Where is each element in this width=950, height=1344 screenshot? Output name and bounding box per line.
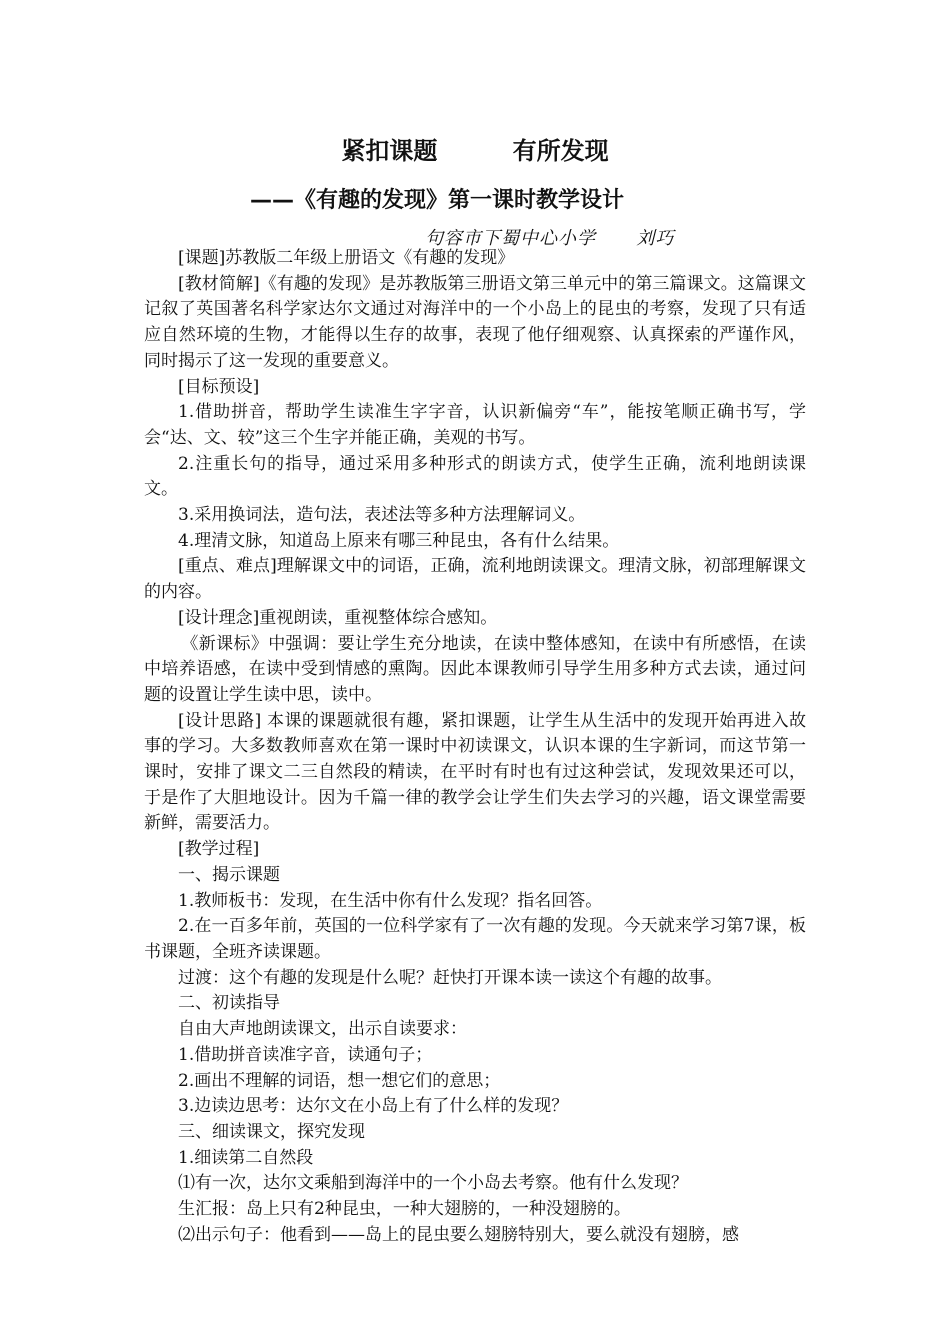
paragraph-curriculum: 《新课标》中强调：要让学生充分地读，在读中整体感知，在读中有所感悟，在读中培养语感，在读中受到情感的熏陶。因此本课教师引导学生用多种方式去读，通过问题的设置让学生读中思，读中。 <box>144 633 806 705</box>
paragraph-design-concept: [设计理念]重视朗读，重视整体综合感知。 <box>178 607 498 628</box>
paragraph-goals-heading: [目标预设] <box>178 376 260 397</box>
paragraph-reading-requirements: 自由大声地朗读课文，出示自读要求： <box>178 1019 467 1040</box>
author-line: 句容市下蜀中心小学 刘巧 <box>425 228 675 249</box>
paragraph-sub-2: ⑵出示句子：他看到——岛上的昆虫要么翅膀特别大，要么就没有翅膀，感 <box>178 1224 739 1245</box>
document-subtitle: ——《有趣的发现》第一课时教学设计 <box>250 188 625 213</box>
paragraph-goal-1: 1.借助拼音，帮助学生读准生字字音，认识新偏旁“车”，能按笔顺正确书写，学会“达、文、较”这三个生字并能正确，美观的书写。 <box>144 402 806 448</box>
paragraph-section-2: 二、初读指导 <box>178 993 280 1014</box>
paragraph-material-intro: [教材简解]《有趣的发现》是苏教版第三册语文第三单元中的第三篇课文。这篇课文记叙了英国著名科学家达尔文通过对海洋中的一个小岛上的昆虫的考察，发现了只有适应自然环境的生物，才能得以生存的故事，表现了他仔细观察、认真探索的严谨作风，同时揭示了这一发现的重要意义。 <box>144 273 806 371</box>
paragraph-student-report: 生汇报：岛上只有2种昆虫，一种大翅膀的，一种没翅膀的。 <box>178 1199 631 1220</box>
paragraph-section-3: 三、细读课文，探究发现 <box>178 1121 365 1142</box>
paragraph-goal-4: 4.理清文脉，知道岛上原来有哪三种昆虫，各有什么结果。 <box>178 530 620 551</box>
paragraph-section-1: 一、揭示课题 <box>178 864 280 885</box>
paragraph-key-points: [重点、难点]理解课文中的词语，正确，流利地朗读课文。理清文脉，初部理解课文的内容。 <box>144 556 806 603</box>
paragraph-topic: [课题]苏教版二年级上册语文《有趣的发现》 <box>178 248 515 268</box>
paragraph-req-2: 2.画出不理解的词语，想一想它们的意思； <box>178 1070 501 1091</box>
paragraph-step-3-1: 1.细读第二自然段 <box>178 1147 314 1168</box>
paragraph-transition: 过渡：这个有趣的发现是什么呢？赶快打开课本读一读这个有趣的故事。 <box>178 967 722 988</box>
document-title: 紧扣课题 有所发现 <box>341 137 609 165</box>
paragraph-process-heading: [教学过程] <box>178 839 260 860</box>
paragraph-sub-1: ⑴有一次，达尔文乘船到海洋中的一个小岛去考察。他有什么发现？ <box>178 1173 688 1194</box>
paragraph-goal-2: 2.注重长句的指导，通过采用多种形式的朗读方式，使学生正确，流利地朗读课文。 <box>144 453 806 500</box>
document-body <box>144 246 806 1248</box>
paragraph-step-1-2: 2.在一百多年前，英国的一位科学家有了一次有趣的发现。今天就来学习第7课，板书课题，全班齐读课题。 <box>144 916 806 962</box>
paragraph-step-1-1: 1.教师板书：发现，在生活中你有什么发现？指名回答。 <box>178 890 603 911</box>
paragraph-goal-3: 3.采用换词法，造句法，表述法等多种方法理解词义。 <box>178 505 586 526</box>
paragraph-req-3: 3.边读边思考：达尔文在小岛上有了什么样的发现？ <box>178 1096 569 1117</box>
paragraph-design-idea: [设计思路] 本课的课题就很有趣，紧扣课题，让学生从生活中的发现开始再进入故事的学习。大多数教师喜欢在第一课时中初读课文，认识本课的生字新词，而这节第一课时，安排了课文二三自然段的精读，在平时有时也有过这种尝试，发现效果还可以，于是作了大胆地设计。因为千篇一律的教学会让学生们失去学习的兴趣，语文课堂需要新鲜，需要活力。 <box>144 710 806 834</box>
paragraph-req-1: 1.借助拼音读准字音，读通句子； <box>178 1044 433 1065</box>
